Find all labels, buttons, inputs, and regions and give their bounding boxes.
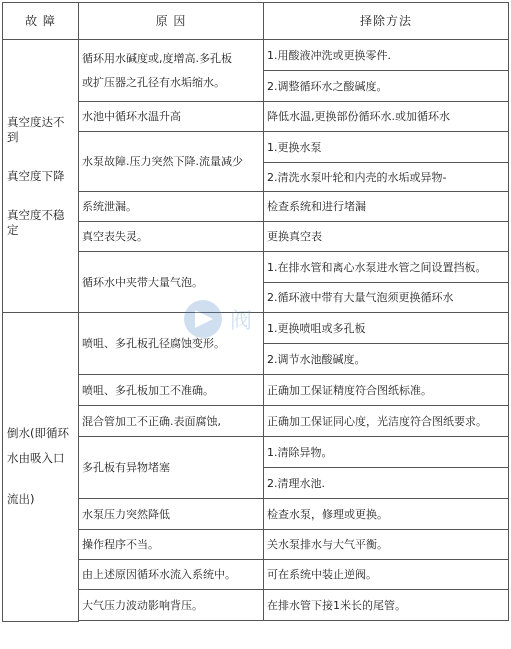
remedy-cell: 正确加工保证同心度，光洁度符合图纸要求。 <box>264 406 509 437</box>
remedy-cell: 关水泵排水与大气平衡。 <box>264 530 509 560</box>
remedy-cell: 2.调节水池酸碱度。 <box>264 344 509 375</box>
remedy-cell: 1.更换水泵 <box>264 132 509 163</box>
fault-table <box>2 2 509 622</box>
remedy-cell: 2.调整循环水之酸碱度。 <box>264 71 509 102</box>
fault-line: 真空度下降 <box>7 168 65 183</box>
table-row <box>3 102 509 132</box>
remedy-cell: 更换真空表 <box>264 222 509 252</box>
remedy-cell: 1.更换喷咀或多孔板 <box>264 313 509 344</box>
table-row <box>3 252 509 283</box>
cause-cell: 真空表失灵。 <box>79 222 264 252</box>
fault-vacuum <box>3 40 79 313</box>
header-cause: 原 因 <box>79 3 264 40</box>
cause-cell: 循环水中夹带大量气泡。 <box>79 252 264 313</box>
cause-cell: 喷咀、多孔板孔径腐蚀变形。 <box>79 313 264 375</box>
cause-cell: 水泵压力突然降低 <box>79 499 264 530</box>
remedy-cell: 1.在排水管和离心水泵进水管之间设置挡板。 <box>264 252 509 283</box>
remedy-cell: 可在系统中装止逆阀。 <box>264 560 509 590</box>
table-row <box>3 40 509 71</box>
table-row <box>3 530 509 560</box>
remedy-cell: 2.清洗水泵叶轮和内壳的水垢或异物- <box>264 163 509 192</box>
fault-line: 流出) <box>7 492 35 507</box>
remedy-cell: 1.清除异物。 <box>264 437 509 468</box>
cause-cell: 水池中循环水温升高 <box>79 102 264 132</box>
remedy-cell: 降低水温,更换部份循环水.或加循环水 <box>264 102 509 132</box>
cause-cell: 操作程序不当。 <box>79 530 264 560</box>
fault-line: 真空度不稳定 <box>7 207 65 237</box>
header-remedy: 择除方法 <box>264 3 509 40</box>
remedy-cell: 在排水管下接1米长的尾管。 <box>264 590 509 621</box>
fault-line: 水由吸入口 <box>7 451 65 466</box>
table-row <box>3 406 509 437</box>
fault-line: 倒水(即循环 <box>7 426 69 441</box>
table-row <box>3 499 509 530</box>
remedy-cell: 2.清理水池. <box>264 468 509 499</box>
table-row <box>3 590 509 621</box>
remedy-cell: 检查系统和进行堵漏 <box>264 192 509 222</box>
remedy-cell: 1.用酸液冲洗或更换零件. <box>264 40 509 71</box>
fault-backflow <box>3 313 79 622</box>
header-fault: 故 障 <box>3 3 79 40</box>
remedy-cell: 2.循环液中带有大量气泡须更换循环水 <box>264 283 509 313</box>
table-row <box>3 560 509 590</box>
table-row <box>3 375 509 406</box>
table-row <box>3 192 509 222</box>
cause-cell: 混合管加工不正确.表面腐蚀, <box>79 406 264 437</box>
table-row <box>3 132 509 163</box>
cause-cell: 系统泄漏。 <box>79 192 264 222</box>
table-row <box>3 437 509 468</box>
remedy-cell: 检查水泵，修理或更换。 <box>264 499 509 530</box>
remedy-cell: 正确加工保证精度符合图纸标准。 <box>264 375 509 406</box>
cause-cell: 喷咀、多孔板加工不准确。 <box>79 375 264 406</box>
table-row <box>3 222 509 252</box>
cause-cell: 由上述原因循环水流入系统中。 <box>79 560 264 590</box>
cause-cell: 水泵故障.压力突然下降.流量减少 <box>79 132 264 192</box>
watermark-text: 阀 <box>230 308 257 334</box>
cause-cell: 多孔板有异物堵塞 <box>79 437 264 499</box>
cause-cell: 大气压力波动影响背压。 <box>79 590 264 621</box>
fault-line: 真空度达不到 <box>7 114 65 144</box>
table-row <box>3 313 509 344</box>
cause-cell: 循环用水碱度或,度增高.多孔板 或扩压器之孔径有水垢缩水。 <box>79 40 264 102</box>
header-row <box>3 3 509 40</box>
